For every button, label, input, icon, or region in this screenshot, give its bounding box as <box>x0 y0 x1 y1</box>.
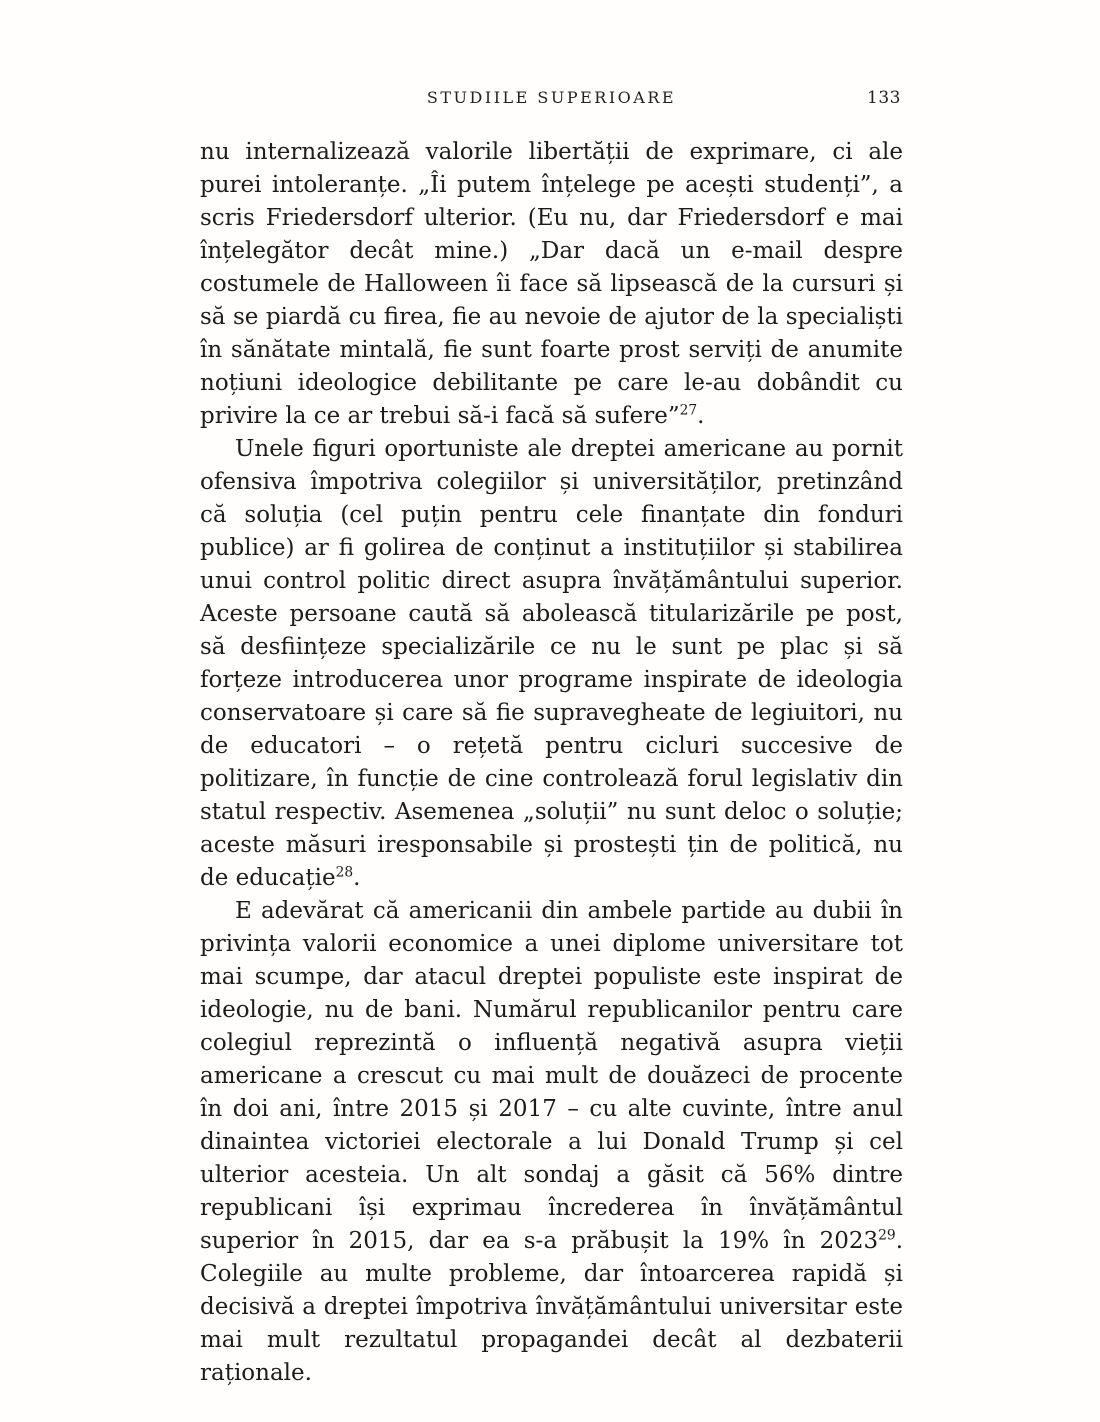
paragraph: nu internalizează valorile libertății de exprimare, ci ale purei intoleranțe. „Îi putem înțelege pe acești studenți”, a scris Friedersdorf ulterior. (Eu nu, dar Friedersdorf e mai înțelegător decât mine.) „Dar dacă un e-mail despre costumele de Halloween îi face să lipsească de la cursuri și să se piardă cu firea, fie au nevoie de ajutor de la specialiști în sănătate mintală, fie sunt foarte prost serviți de anumite noțiuni ideologice debilitante pe care le-au dobândit cu privire la ce ar trebui să-i facă să sufere”$^{27}$. <box>200 139 903 429</box>
paragraph: E adevărat că americanii din ambele partide au dubii în privința valorii economice a unei diplome universitare tot mai scumpe, dar atacul dreptei populiste este inspirat de ideologie, nu de bani. Numărul republicanilor pentru care colegiul reprezintă o influență negativă asupra vieții americane a crescut cu mai mult de douăzeci de procente în doi ani, între 2015 și 2017 – cu alte cuvinte, între anul dinaintea victoriei electorale a lui Donald Trump și cel ulterior acesteia. Un alt sondaj a găsit că 56% dintre republicani își exprimau încrederea în învățământul superior în 2015, dar ea s-a prăbușit la 19% în 2023$^{29}$. Colegiile au multe probleme, dar întoarcerea rapidă și decisivă a dreptei împotriva învățământului universitar este mai mult rezultatul propagandei decât al dezbaterii raționale. <box>200 898 903 1386</box>
paragraph: Unele figuri oportuniste ale dreptei americane au pornit ofensiva împotriva colegiilor și universităților, pretinzând că soluția (cel puțin pentru cele finanțate din fonduri publice) ar fi golirea de conținut a instituțiilor și stabilirea unui control politic direct asupra învățământului superior. Aceste persoane caută să abolească titularizările pe post, să desființeze specializările ce nu le sunt pe plac și să forțeze introducerea unor programe inspirate de ideologia conservatoare și care să fie supravegheate de legiuitori, nu de educatori – o rețetă pentru cicluri succesive de politizare, în funcție de cine controlează forul legislativ din statul respectiv. Asemenea „soluții” nu sunt deloc o soluție; aceste măsuri iresponsabile și prostești țin de politică, nu de educație$^{28}$. <box>200 436 903 891</box>
footnote-reference: 28 <box>335 864 354 881</box>
page-number: 133 <box>867 88 901 108</box>
page-header <box>200 88 903 114</box>
body-text <box>200 136 903 1390</box>
footnote-reference: 27 <box>679 402 698 419</box>
footnote-reference: 29 <box>878 1227 896 1244</box>
running-title: STUDIILE SUPERIOARE <box>426 88 677 107</box>
